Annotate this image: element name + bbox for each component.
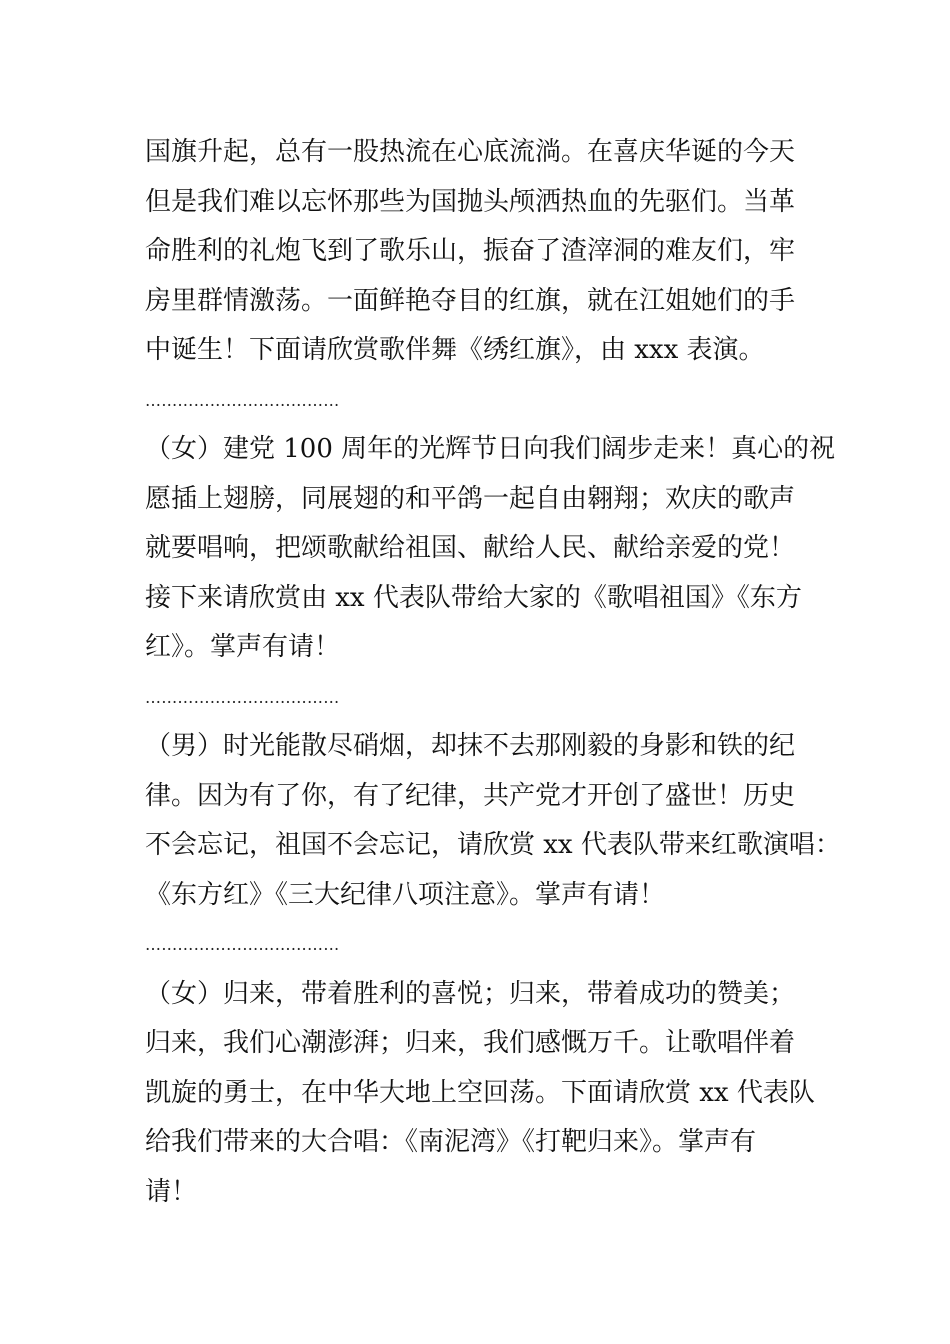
section-separator: ………………………………: [145, 687, 340, 707]
text-line: 国旗升起，总有一股热流在心底流淌。在喜庆华诞的今天: [145, 137, 796, 167]
text-line: 律。因为有了你，有了纪律，共产党才开创了盛世！历史: [145, 780, 796, 811]
text-line: 《东方红》《三大纪律八项注意》。掌声有请！: [145, 879, 666, 910]
paragraph-male-host: [145, 722, 841, 920]
text-line: 不会忘记，祖国不会忘记，请欣赏 xx 代表队带来红歌演唱：: [145, 830, 841, 860]
text-line: （男）时光能散尽硝烟，却抹不去那刚毅的身影和铁的纪: [145, 731, 796, 761]
text-line: 请！: [145, 1176, 198, 1207]
paragraph-female-host-2: [145, 970, 815, 1218]
document-body: [145, 128, 841, 1217]
text-line: 归来，我们心潮澎湃；归来，我们感慨万千。让歌唱伴着: [145, 1028, 796, 1058]
text-line: 就要唱响，把颂歌献给祖国、献给人民、献给亲爱的党！: [145, 533, 796, 563]
text-line: 中诞生！下面请欣赏歌伴舞《绣红旗》，由 xxx 表演。: [145, 335, 765, 365]
text-line: 凯旋的勇士，在中华大地上空回荡。下面请欣赏 xx 代表队: [145, 1077, 815, 1108]
section-separator: ………………………………: [145, 390, 340, 410]
text-line: 愿插上翅膀，同展翅的和平鸽一起自由翱翔；欢庆的歌声: [145, 483, 796, 514]
text-line: 房里群情激荡。一面鲜艳夺目的红旗，就在江姐她们的手: [145, 285, 796, 316]
text-line: 红》。掌声有请！: [145, 632, 341, 662]
text-line: 给我们带来的大合唱：《南泥湾》《打靶归来》。掌声有: [145, 1127, 757, 1157]
text-line: 接下来请欣赏由 xx 代表队带给大家的《歌唱祖国》《东方: [145, 582, 802, 613]
section-separator: ………………………………: [145, 935, 340, 954]
text-line: （女）归来，带着胜利的喜悦；归来，带着成功的赞美；: [145, 978, 796, 1009]
text-line: （女）建党 100 周年的光辉节日向我们阔步走来！真心的祝: [145, 434, 836, 464]
text-line: 命胜利的礼炮飞到了歌乐山，振奋了渣滓洞的难友们，牢: [145, 236, 796, 266]
paragraph-flag-rising: [145, 128, 810, 376]
text-line: 但是我们难以忘怀那些为国抛头颅洒热血的先驱们。当革: [145, 186, 796, 217]
paragraph-female-host-1: [145, 425, 836, 673]
